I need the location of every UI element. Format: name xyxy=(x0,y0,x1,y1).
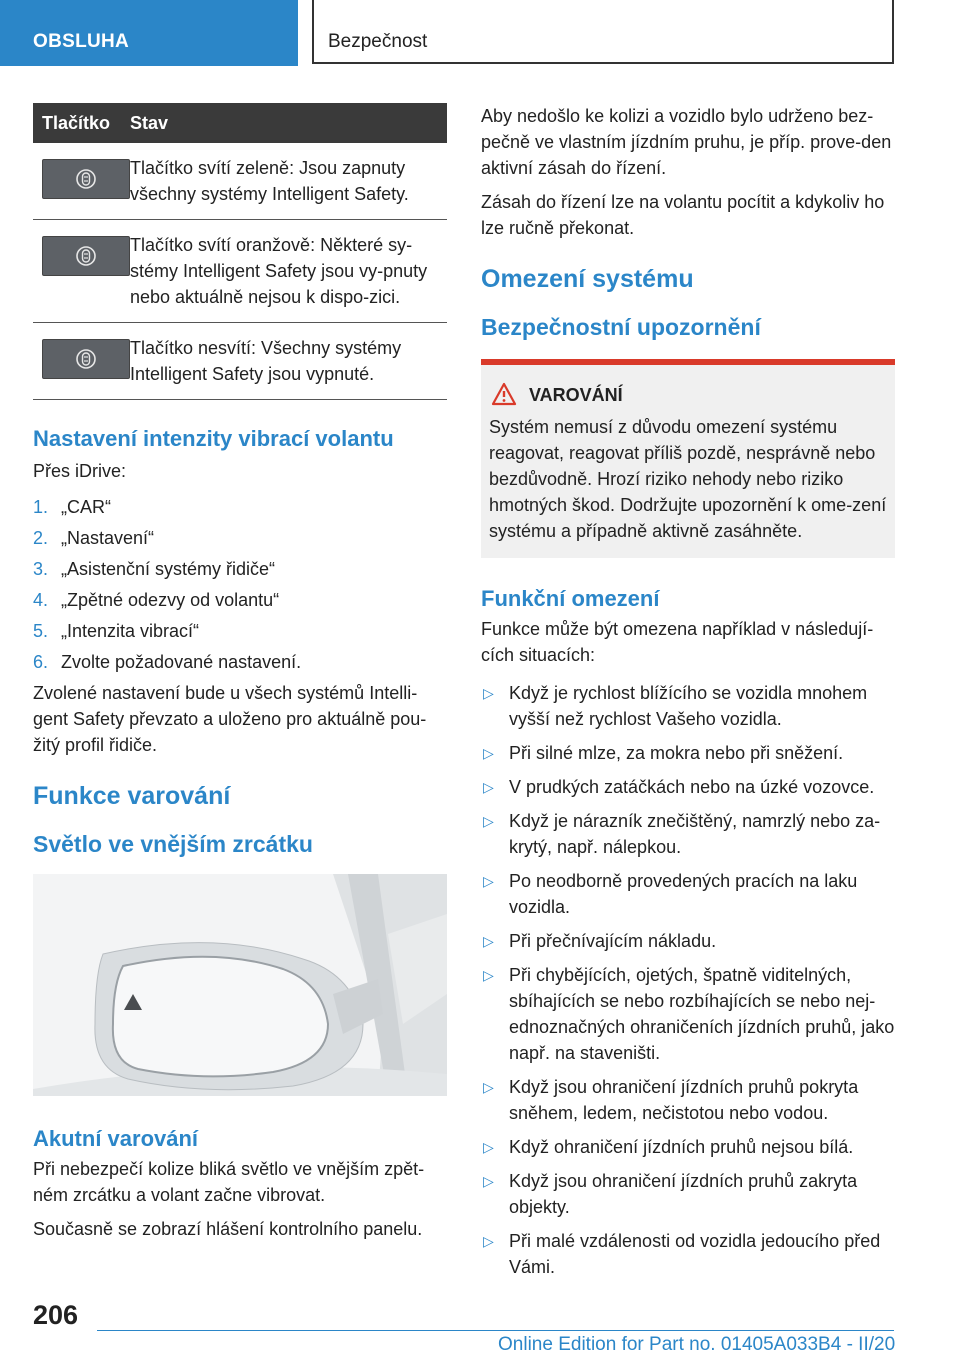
triangle-bullet-icon: ▷ xyxy=(483,813,494,829)
list-item: ▷ Při přečnívajícím nákladu. xyxy=(481,928,895,954)
steering-override-text: Zásah do řízení lze na volantu pocítit a kdykoliv ho lze ručně překonat. xyxy=(481,192,885,238)
mirror-illustration xyxy=(33,874,447,1096)
triangle-bullet-icon: ▷ xyxy=(483,933,494,949)
functional-limits-intro: Funkce může být omezena například v následují-cích situacích: xyxy=(481,619,874,665)
warning-title xyxy=(529,385,887,406)
vibration-note: Zvolené nastavení bude u všech systémů Intelli-gent Safety převzato a uloženo pro aktuálně pou-žitý profil řidiče. xyxy=(33,683,427,755)
list-item: ▷ Při chybějících, ojetých, špatně viditelných, sbíhajících se nebo rozbíhajících se nebo nej-ednoznačných ohraničeních jízdních pruhů, jako např. na staveništi. xyxy=(481,962,895,1066)
table-header-row xyxy=(33,103,447,143)
list-item: ▷ Když je nárazník znečištěný, namrzlý nebo za-krytý, např. nálepkou. xyxy=(481,808,895,860)
list-item xyxy=(33,649,447,675)
step-number: 6. xyxy=(33,652,49,672)
page-number: 206 xyxy=(33,1300,79,1330)
list-item: ▷ Při silné mlze, za mokra nebo při sněžení. xyxy=(481,740,895,766)
button-status-table xyxy=(33,103,447,400)
list-item xyxy=(33,494,447,520)
safety-button-icon xyxy=(42,159,130,199)
safety-button-icon xyxy=(42,236,130,276)
header-section-label: OBSLUHA xyxy=(33,31,130,52)
warning-functions-heading: Funkce varování xyxy=(33,782,231,810)
list-item xyxy=(33,556,447,582)
list-item xyxy=(33,525,447,551)
list-item xyxy=(33,618,447,644)
table-header-button: Tlačítko xyxy=(33,103,130,143)
header-section-tab xyxy=(0,0,298,66)
table-cell-status: Tlačítko svítí zeleně: Jsou zapnuty všechny systémy Intelligent Safety. xyxy=(130,143,447,220)
list-item: ▷ Při malé vzdálenosti od vozidla jedoucího před Vámi. xyxy=(481,1228,895,1280)
list-item: ▷ Když je rychlost blížícího se vozidla mnohem vyšší než rychlost Vašeho vozidla. xyxy=(481,680,895,732)
table-row xyxy=(33,143,447,220)
acute-warning-text: Při nebezpečí kolize bliká světlo ve vnějším zpět-ném zrcátku a volant začne vibrovat. xyxy=(33,1159,425,1205)
step-number: 4. xyxy=(33,590,49,610)
header-chapter-label: Bezpečnost xyxy=(328,31,428,52)
mirror-light-heading: Světlo ve vnějším zrcátku xyxy=(33,831,313,857)
step-text: „Intenzita vibrací“ xyxy=(61,621,200,641)
step-text: „Asistenční systémy řidiče“ xyxy=(61,559,276,579)
step-text: „Nastavení“ xyxy=(61,528,155,548)
acute-warning-text-2: Současně se zobrazí hlášení kontrolního panelu. xyxy=(33,1219,423,1239)
left-column xyxy=(33,103,447,1242)
vibration-steps xyxy=(33,494,447,675)
step-number: 2. xyxy=(33,528,49,548)
vibration-intro: Přes iDrive: xyxy=(33,461,127,481)
warning-text: Systém nemusí z důvodu omezení systému reagovat, reagovat příliš pozdě, nesprávně nebo bezdůvodně. Hrozí riziko nehody nebo riziko hmotných škod. Dodržujte upozornění k ome-zení systému a případně aktivně zasáhněte. xyxy=(489,417,887,541)
warning-box xyxy=(481,359,895,558)
list-item: ▷ Když ohraničení jízdních pruhů nejsou bílá. xyxy=(481,1134,895,1160)
list-item xyxy=(33,587,447,613)
table-row xyxy=(33,220,447,323)
triangle-bullet-icon: ▷ xyxy=(483,685,494,701)
list-item: ▷ Když jsou ohraničení jízdních pruhů zakryta objekty. xyxy=(481,1168,895,1220)
right-column xyxy=(481,103,895,1288)
vibration-heading: Nastavení intenzity vibrací volantu xyxy=(33,426,394,451)
table-cell-status: Tlačítko svítí oranžově: Některé sy-stémy Intelligent Safety jsou vy-pnuty nebo aktuálně nejsou k dispo-zici. xyxy=(130,220,447,323)
table-row xyxy=(33,323,447,400)
table-cell-status: Tlačítko nesvítí: Všechny systémy Intelligent Safety jsou vypnuté. xyxy=(130,323,447,400)
safety-notice-heading: Bezpečnostní upozornění xyxy=(481,314,761,340)
triangle-bullet-icon: ▷ xyxy=(483,745,494,761)
triangle-bullet-icon: ▷ xyxy=(483,1079,494,1095)
footer-divider xyxy=(97,1330,894,1331)
list-item: ▷ V prudkých zatáčkách nebo na úzké vozovce. xyxy=(481,774,895,800)
acute-warning-heading: Akutní varování xyxy=(33,1126,199,1151)
triangle-bullet-icon: ▷ xyxy=(483,1173,494,1189)
step-text: „Zpětné odezvy od volantu“ xyxy=(61,590,280,610)
step-text: „CAR“ xyxy=(61,497,111,517)
triangle-bullet-icon: ▷ xyxy=(483,779,494,795)
triangle-bullet-icon: ▷ xyxy=(483,1139,494,1155)
triangle-bullet-icon: ▷ xyxy=(483,967,494,983)
list-item: ▷ Když jsou ohraničení jízdních pruhů pokryta sněhem, ledem, nečistotou nebo vodou. xyxy=(481,1074,895,1126)
table-header-status: Stav xyxy=(130,103,447,143)
limitations-list xyxy=(481,680,895,1280)
footer-edition-text: Online Edition for Part no. 01405A033B4 - II/20 xyxy=(498,1334,896,1355)
warning-title-text: VAROVÁNÍ xyxy=(529,385,623,405)
safety-button-icon xyxy=(42,339,130,379)
list-item: ▷ Po neodborně provedených pracích na laku vozidla. xyxy=(481,868,895,920)
step-text: Zvolte požadované nastavení. xyxy=(61,652,302,672)
triangle-bullet-icon: ▷ xyxy=(483,1233,494,1249)
step-number: 3. xyxy=(33,559,49,579)
warning-triangle-icon xyxy=(491,382,517,406)
step-number: 1. xyxy=(33,497,49,517)
header-chapter-box xyxy=(312,0,894,64)
step-number: 5. xyxy=(33,621,49,641)
system-limits-heading: Omezení systému xyxy=(481,265,694,293)
triangle-bullet-icon: ▷ xyxy=(483,873,494,889)
functional-limits-heading: Funkční omezení xyxy=(481,586,660,611)
steering-intervention-text: Aby nedošlo ke kolizi a vozidlo bylo udrženo bez-pečně ve vlastním jízdním pruhu, je příp. prove-den aktivní zásah do řízení. xyxy=(481,106,892,178)
